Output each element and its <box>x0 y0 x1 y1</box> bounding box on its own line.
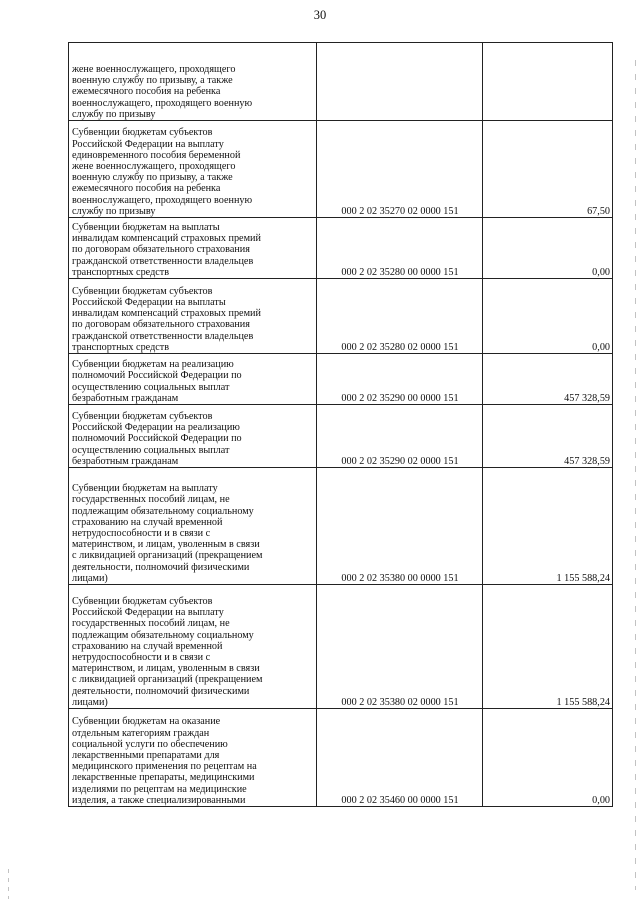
budget-table <box>68 42 613 807</box>
scan-edge-mark <box>635 60 636 890</box>
row-name: Субвенции бюджетам субъектов Российской Федерации на выплату единовременного пособия беременной жене военнослужащего, проходящего военную службу по призыву, а также ежемесячного пособия на ребенка военнослужащего, проходящего военную службу по призыву <box>69 121 317 218</box>
row-amount: 1 155 588,24 <box>483 468 613 585</box>
table-row <box>69 121 613 218</box>
row-code: 000 2 02 35380 02 0000 151 <box>317 585 483 709</box>
table-row <box>69 585 613 709</box>
row-amount: 0,00 <box>483 709 613 807</box>
row-amount: 457 328,59 <box>483 405 613 468</box>
row-amount: 67,50 <box>483 121 613 218</box>
row-amount: 0,00 <box>483 218 613 279</box>
row-code: 000 2 02 35290 00 0000 151 <box>317 354 483 405</box>
row-code: 000 2 02 35460 00 0000 151 <box>317 709 483 807</box>
row-code: 000 2 02 35280 02 0000 151 <box>317 279 483 354</box>
row-name: Субвенции бюджетам субъектов Российской Федерации на выплату государственных пособий лицам, не подлежащим обязательному социальному страхованию на случай временной нетрудоспособности и в связи с материнством, и лицам, уволенным в связи с ликвидацией организаций (прекращением деятельности, полномочий физическими лицами) <box>69 585 317 709</box>
row-name: Субвенции бюджетам на выплату государственных пособий лицам, не подлежащим обязательному социальному страхованию на случай временной нетрудоспособности и в связи с материнством, и лицам, уволенным в связи с ликвидацией организаций (прекращением деятельности, полномочий физическими лицами) <box>69 468 317 585</box>
table-row <box>69 43 613 121</box>
row-code <box>317 43 483 121</box>
table-row <box>69 218 613 279</box>
row-code: 000 2 02 35380 00 0000 151 <box>317 468 483 585</box>
row-code: 000 2 02 35280 00 0000 151 <box>317 218 483 279</box>
row-name: Субвенции бюджетам субъектов Российской Федерации на выплаты инвалидам компенсаций страховых премий по договорам обязательного страхования гражданской ответственности владельцев транспортных средств <box>69 279 317 354</box>
scan-edge-mark <box>8 869 9 899</box>
row-name: Субвенции бюджетам на выплаты инвалидам компенсаций страховых премий по договорам обязательного страхования гражданской ответственности владельцев транспортных средств <box>69 218 317 279</box>
table-row <box>69 279 613 354</box>
table-row <box>69 468 613 585</box>
row-amount: 1 155 588,24 <box>483 585 613 709</box>
row-code: 000 2 02 35270 02 0000 151 <box>317 121 483 218</box>
table-row <box>69 354 613 405</box>
row-name: Субвенции бюджетам субъектов Российской Федерации на реализацию полномочий Российской Федерации по осуществлению социальных выплат безработным гражданам <box>69 405 317 468</box>
row-amount <box>483 43 613 121</box>
table-row <box>69 709 613 807</box>
row-code: 000 2 02 35290 02 0000 151 <box>317 405 483 468</box>
table-row <box>69 405 613 468</box>
row-name: Субвенции бюджетам на реализацию полномочий Российской Федерации по осуществлению социальных выплат безработным гражданам <box>69 354 317 405</box>
row-name: жене военнослужащего, проходящего военную службу по призыву, а также ежемесячного пособия на ребенка военнослужащего, проходящего военную службу по призыву <box>69 43 317 121</box>
row-amount: 457 328,59 <box>483 354 613 405</box>
row-amount: 0,00 <box>483 279 613 354</box>
page-number: 30 <box>313 8 327 22</box>
row-name: Субвенции бюджетам на оказание отдельным категориям граждан социальной услуги по обеспечению лекарственными препаратами для медицинского применения по рецептам на лекарственные препараты, медицинскими изделиями по рецептам на медицинские изделия, а также специализированными <box>69 709 317 807</box>
